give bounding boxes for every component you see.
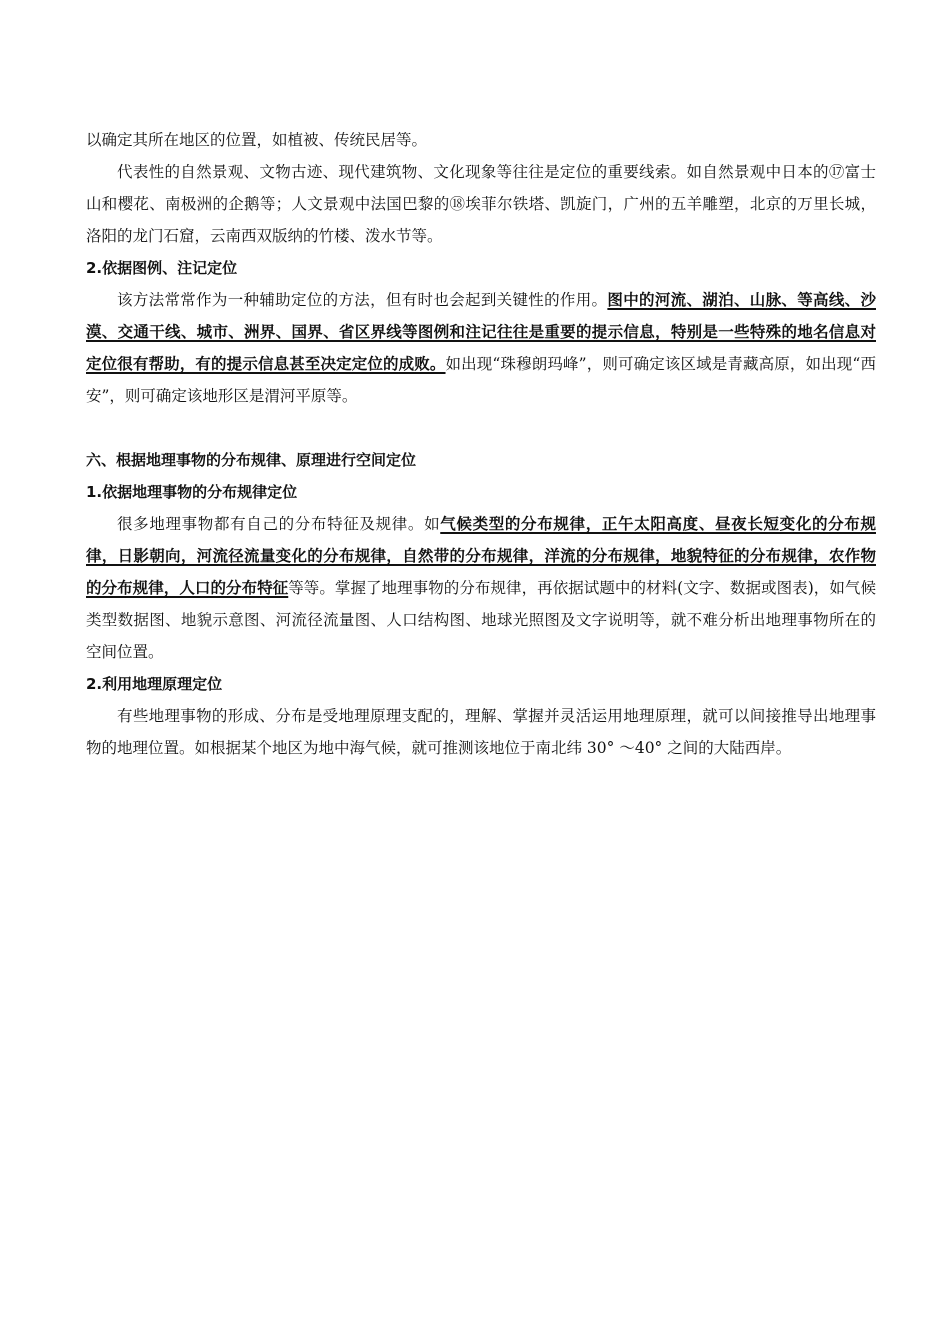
paragraph-landmarks: 代表性的自然景观、文物古迹、现代建筑物、文化现象等往往是定位的重要线索。如自然景观中日本的⑰富士山和樱花、南极洲的企鹅等；人文景观中法国巴黎的⑱埃菲尔铁塔、凯旋门，广州的五羊雕塑，北京的万里长城，洛阳的龙门石窟，云南西双版纳的竹楼、泼水节等。: [86, 163, 876, 245]
text-emphasis: 气候类型的分布规律，正午太阳高度、昼夜长短变化的分布规律，日影朝向，河流径流量变化的分布规律，自然带的分布规律，洋流的分布规律，地貌特征的分布规律，农作物的分布规律，人口的分布特征: [86, 515, 876, 597]
heading-legend-annotation: 2.依据图例、注记定位: [86, 259, 238, 277]
text-plain: 很多地理事物都有自己的分布特征及规律。如: [117, 515, 441, 533]
heading-distribution-rules: 1.依据地理事物的分布规律定位: [86, 483, 298, 501]
paragraph-geographic-principles: 有些地理事物的形成、分布是受地理原理支配的，理解、掌握并灵活运用地理原理，就可以间接推导出地理事物的地理位置。如根据某个地区为地中海气候，就可推测该地位于南北纬 30° ～40° 之间的大陆西岸。: [86, 707, 876, 757]
paragraph-distribution-rules: [86, 508, 876, 668]
heading-section-six: 六、根据地理事物的分布规律、原理进行空间定位: [86, 451, 417, 469]
text-emphasis: 图中的河流、湖泊、山脉、等高线、沙漠、交通干线、城市、洲界、国界、省区界线等图例和注记往往是重要的提示信息，特别是一些特殊的地名信息对定位很有帮助，有的提示信息甚至决定定位的成败。: [86, 291, 876, 373]
text-plain: 如出现“珠穆朗玛峰”，则可确定该区域是青藏高原，如出现“西安”，则可确定该地形区是渭河平原等。: [86, 355, 876, 405]
document-page: [86, 124, 876, 764]
section-gap: [86, 412, 876, 444]
paragraph-legend-annotation: [86, 284, 876, 412]
text-plain: 等等。掌握了地理事物的分布规律，再依据试题中的材料(文字、数据或图表)，如气候类型数据图、地貌示意图、河流径流量图、人口结构图、地球光照图及文字说明等，就不难分析出地理事物所在的空间位置。: [86, 579, 876, 661]
heading-geographic-principles: 2.利用地理原理定位: [86, 675, 223, 693]
paragraph-continuation: 以确定其所在地区的位置，如植被、传统民居等。: [86, 131, 428, 149]
text-plain: 该方法常常作为一种辅助定位的方法，但有时也会起到关键性的作用。: [117, 291, 608, 309]
